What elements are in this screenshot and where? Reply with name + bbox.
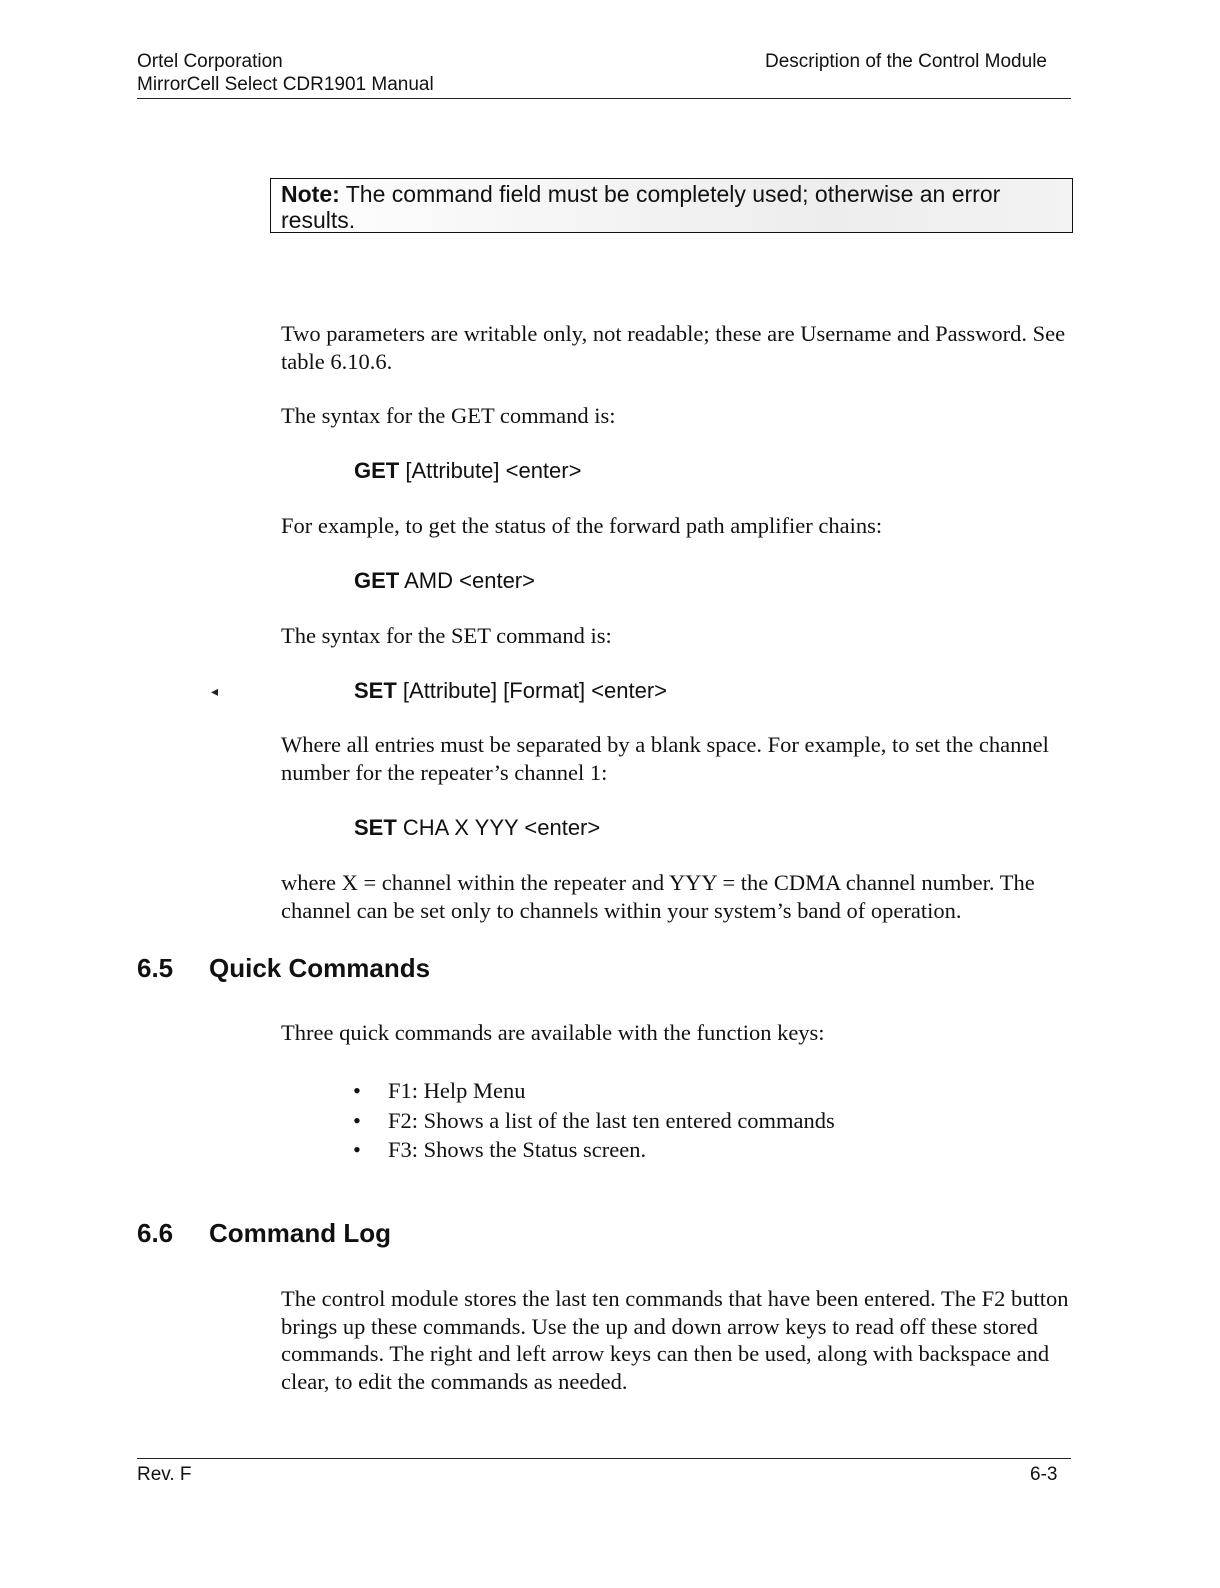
bullet-icon: • <box>353 1137 361 1162</box>
paragraph-set-syntax-intro: The syntax for the SET command is: <box>281 623 612 648</box>
section-title: Command Log <box>209 1218 391 1248</box>
command-keyword: GET <box>354 458 400 483</box>
paragraph-quick-intro: Three quick commands are available with the function keys: <box>281 1020 825 1045</box>
command-args: CHA X YYY <enter> <box>396 815 601 840</box>
command-set-example <box>354 815 600 841</box>
header-rule <box>137 98 1071 99</box>
footer-revision: Rev. F <box>137 1464 192 1485</box>
bullet-icon: • <box>353 1107 361 1133</box>
paragraph-get-syntax-intro: The syntax for the GET command is: <box>281 403 616 428</box>
paragraph-command-log: The control module stores the last ten commands that have been entered. The F2 button brings up these commands. Use the up and down arrow keys to read off these stored commands. The right and left arrow keys can then be used, along with backspace and clear, to edit the commands as needed. <box>281 1286 1069 1394</box>
section-heading-quick-commands <box>137 953 430 983</box>
list-item-text: F3: Shows the Status screen. <box>388 1137 647 1162</box>
list-item-text: F2: Shows a list of the last ten entered commands <box>388 1107 835 1133</box>
command-args: AMD <enter> <box>399 568 535 593</box>
list-item <box>351 1106 835 1136</box>
command-keyword: SET <box>354 815 397 840</box>
function-key-list <box>351 1076 835 1165</box>
note-label: Note: <box>281 181 340 207</box>
list-item-text: F1: Help Menu <box>388 1078 526 1103</box>
command-get-example <box>354 568 535 594</box>
footer-rule <box>137 1458 1071 1459</box>
note-box <box>270 178 1073 233</box>
command-args: [Attribute] <enter> <box>399 458 582 483</box>
note-text: The command field must be completely used; otherwise an error results. <box>281 181 1001 233</box>
command-set-syntax <box>354 678 667 704</box>
bullet-icon: • <box>353 1078 361 1103</box>
list-item <box>351 1135 835 1165</box>
section-title: Quick Commands <box>209 953 431 983</box>
list-item <box>351 1076 835 1106</box>
margin-marker: ◂ <box>211 683 219 699</box>
header-company: Ortel Corporation <box>137 51 283 72</box>
command-get-syntax <box>354 458 581 484</box>
section-number: 6.6 <box>137 1218 174 1248</box>
header-section-title: Description of the Control Module <box>765 51 1047 72</box>
header-manual-title: MirrorCell Select CDR1901 Manual <box>137 74 434 95</box>
paragraph-writable-params: Two parameters are writable only, not readable; these are Username and Password. See table 6.10.6. <box>281 321 1066 374</box>
command-args: [Attribute] [Format] <enter> <box>396 678 668 703</box>
paragraph-set-example-intro: Where all entries must be separated by a blank space. For example, to set the channel number for the repeater’s channel 1: <box>281 732 1049 785</box>
command-keyword: GET <box>354 568 400 593</box>
command-keyword: SET <box>354 678 397 703</box>
section-heading-command-log <box>137 1218 391 1248</box>
paragraph-channel-explanation: where X = channel within the repeater and YYY = the CDMA channel number. The channel can be set only to channels within your system’s band of operation. <box>281 870 1035 923</box>
section-number: 6.5 <box>137 953 174 983</box>
paragraph-get-example-intro: For example, to get the status of the forward path amplifier chains: <box>281 513 883 538</box>
footer-page-number: 6-3 <box>1030 1464 1058 1485</box>
